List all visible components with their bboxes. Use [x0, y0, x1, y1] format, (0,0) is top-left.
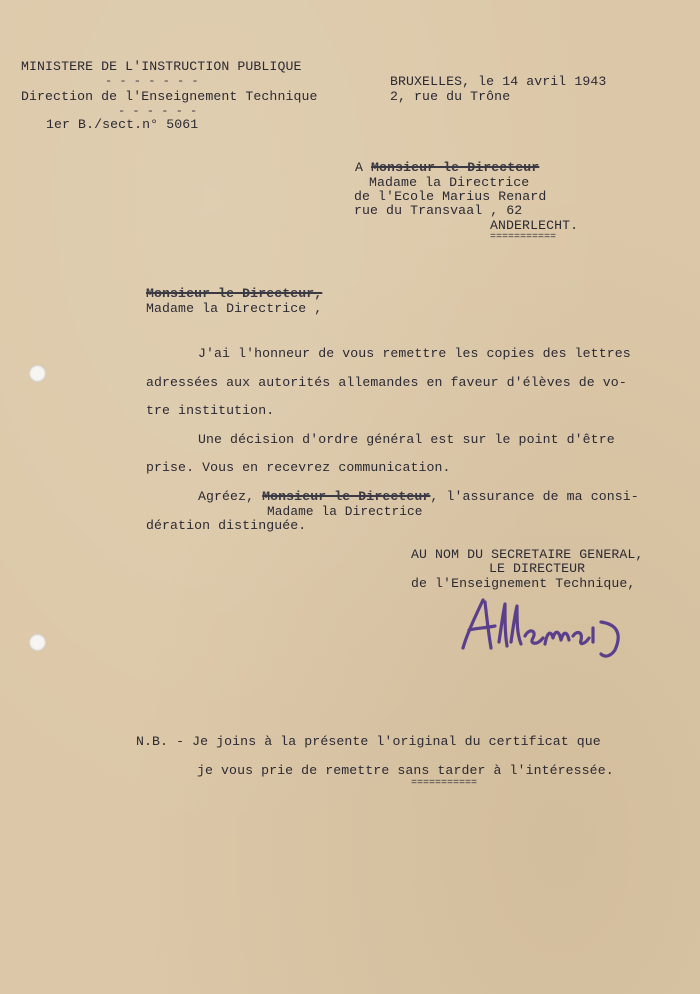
recipient-street: rue du Transvaal , 62	[354, 203, 523, 218]
body-line-4: Une décision d'ordre général est sur le point d'être	[198, 432, 615, 447]
salutation-struck: Monsieur le Directeur,	[146, 286, 323, 301]
signature-line-1: AU NOM DU SECRETAIRE GENERAL,	[411, 547, 644, 562]
body-line-3: tre institution.	[146, 403, 275, 418]
recipient-prefix: A	[355, 160, 364, 175]
closing-insert: Madame la Directrice	[267, 504, 423, 519]
closing-struck: Monsieur le Directeur	[262, 489, 431, 504]
handwritten-signature	[455, 592, 635, 662]
closing-end: , l'assurance de ma consi-	[430, 489, 639, 504]
recipient-struck-title: Monsieur le Directeur	[371, 160, 540, 175]
body-line-1: J'ai l'honneur de vous remettre les copies des lettres	[198, 346, 631, 361]
recipient-line-1	[355, 161, 539, 174]
ministry-name: MINISTERE DE L'INSTRUCTION PUBLIQUE	[21, 59, 302, 74]
postscript-underline: ===========	[411, 778, 478, 789]
punch-hole-top	[29, 365, 46, 382]
header-divider-2: - - - - - -	[118, 104, 198, 118]
body-line-5: prise. Vous en recevrez communication.	[146, 460, 451, 475]
closing-start: Agréez,	[198, 489, 255, 504]
recipient-city: ANDERLECHT.	[490, 218, 579, 233]
recipient-title: Madame la Directrice	[369, 175, 530, 190]
direction-name: Direction de l'Enseignement Technique	[21, 89, 318, 104]
body-line-2: adressées aux autorités allemandes en faveur d'élèves de vo-	[146, 375, 627, 390]
recipient-underline: ===========	[490, 232, 557, 243]
reference-number: 1er B./sect.n° 5061	[46, 117, 199, 132]
postscript-line-2: je vous prie de remettre sans tarder à l'intéressée.	[197, 763, 614, 778]
signature-line-2: LE DIRECTEUR	[489, 561, 586, 576]
header-divider-1: - - - - - - -	[105, 74, 199, 88]
postscript-line-1: N.B. - Je joins à la présente l'original du certificat que	[136, 734, 601, 749]
closing-line-2: dération distinguée.	[146, 518, 307, 533]
place-date: BRUXELLES, le 14 avril 1943	[390, 74, 607, 89]
sender-address: 2, rue du Trône	[390, 89, 511, 104]
punch-hole-bottom	[29, 634, 46, 651]
recipient-school: de l'Ecole Marius Renard	[354, 189, 547, 204]
salutation: Madame la Directrice ,	[146, 301, 323, 316]
signature-line-3: de l'Enseignement Technique,	[411, 576, 636, 591]
closing-line-1	[198, 490, 639, 503]
